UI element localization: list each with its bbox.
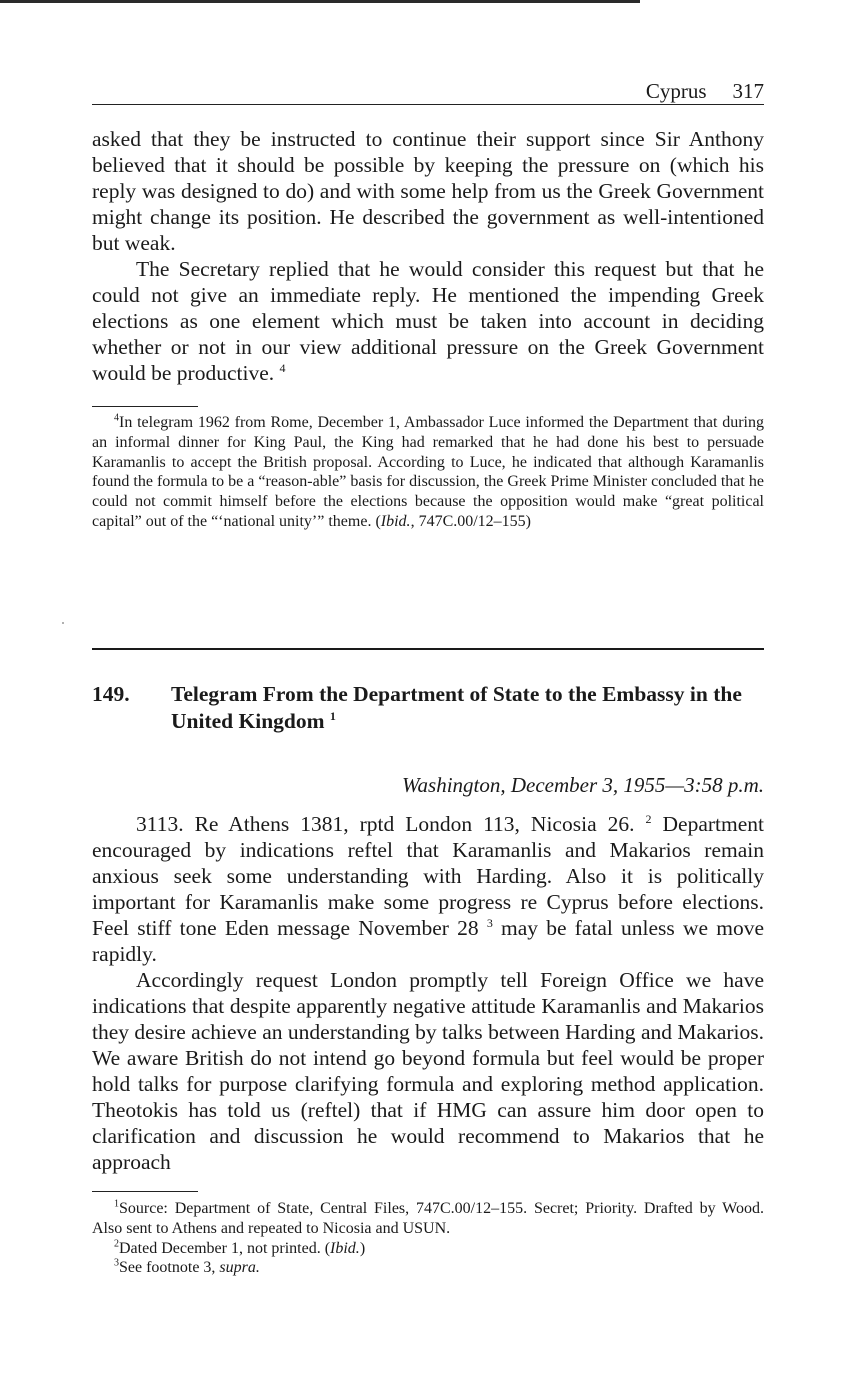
telegram-para1-a: 3113. Re Athens 1381, rptd London 113, Nicosia 26. — [136, 812, 635, 836]
footnote-rule-bottom — [92, 1191, 198, 1192]
footnote-ref-3: 3 — [486, 915, 493, 930]
footnote-3-supra: supra. — [219, 1259, 260, 1277]
footnote-ref-2: 2 — [645, 811, 652, 826]
document-number: 149. — [92, 682, 130, 706]
continued-paragraph-2-text: The Secretary replied that he would consider this request but that he could not give an immediate reply. He mentioned the impending Greek elections as one element which must be taken into account in deciding whether or not in our view additional pressure on the Greek Government would be productive. — [92, 257, 764, 385]
footnote-4-ibid: Ibid. — [380, 512, 411, 530]
telegram-para1-b: Department encouraged by indications reftel that Karamanlis and Makarios remain anxious seek some understanding with Harding. Also it is politically important for Karamanlis make some progress re Cyprus before elections. Feel stiff tone Eden message November 28 — [92, 812, 765, 940]
footnote-rule-top — [92, 406, 198, 407]
telegram-paragraph-1 — [92, 811, 764, 967]
footnote-1 — [92, 1199, 764, 1239]
footnotes-bottom — [92, 1199, 764, 1278]
footnote-4-citation: , 747C.00/12–155) — [410, 512, 532, 530]
document-heading — [92, 681, 764, 735]
footnote-2 — [92, 1239, 764, 1259]
footnote-3-text: See footnote 3, — [119, 1259, 220, 1277]
title-footnote-ref: 1 — [329, 708, 336, 723]
footnote-3 — [92, 1258, 764, 1278]
footnote-2-end: ) — [359, 1239, 366, 1257]
footnote-4 — [92, 413, 764, 532]
scan-speck — [62, 622, 64, 624]
dateline: Washington, December 3, 1955—3:58 p.m. — [401, 773, 764, 797]
telegram-text — [92, 811, 764, 1175]
footnote-2-marker: 2 — [114, 1238, 119, 1250]
footnote-4-text — [92, 413, 764, 532]
footnote-2-text: Dated December 1, not printed. ( — [119, 1239, 331, 1257]
footnote-1-marker: 1 — [114, 1198, 119, 1210]
telegram-paragraph-2: Accordingly request London promptly tell Foreign Office we have indications that despite apparently negative attitude Karamanlis and Makarios they desire achieve an understanding by talks between Harding and Makarios. We aware British do not intend go beyond formula but feel would be proper hold talks for purpose clarifying formula and exploring method application. Theotokis has told us (reftel) that if HMG can assure him door open to clarification and discussion he would recommend to Makarios that he approach — [92, 968, 764, 1174]
continued-paragraph-1: asked that they be instructed to continue their support since Sir Anthony believed that it should be possible by keeping the pressure on (which his reply was designed to do) and with some help from us the Greek Government might change its position. He described the government as well-intentioned but weak. — [92, 127, 764, 255]
telegram-para1-c: may be fatal unless we move rapidly. — [92, 916, 764, 966]
document-title — [171, 681, 764, 735]
footnote-ref-4: 4 — [279, 360, 286, 375]
section-divider — [92, 648, 764, 650]
document-title-text: Telegram From the Department of State to the Embassy in the United Kingdom — [171, 682, 742, 733]
continued-text — [92, 126, 764, 386]
footnote-4-marker: 4 — [114, 412, 119, 424]
running-head — [92, 78, 764, 105]
continued-paragraph-2 — [92, 256, 764, 386]
running-head-section: Cyprus — [645, 79, 707, 103]
footnote-4-body: In telegram 1962 from Rome, December 1, Ambassador Luce informed the Department that during an informal dinner for King Paul, the King had remarked that he had done his best to persuade Karamanlis to accept the British proposal. According to Luce, he indicated that although Karamanlis found the formula to be a “reason-able” basis for discussion, the Greek Prime Minister concluded that he could not commit himself before the elections because the opposition would make “great political capital” out of the “‘national unity’” theme. ( — [92, 414, 764, 530]
page-number: 317 — [732, 79, 764, 103]
scan-edge-mark — [0, 0, 640, 3]
footnote-3-marker: 3 — [114, 1258, 119, 1270]
footnote-1-text: Source: Department of State, Central Files, 747C.00/12–155. Secret; Priority. Drafted by Wood. Also sent to Athens and repeated to Nicosia and USUN. — [92, 1200, 764, 1237]
footnote-2-ibid: Ibid. — [330, 1239, 360, 1257]
